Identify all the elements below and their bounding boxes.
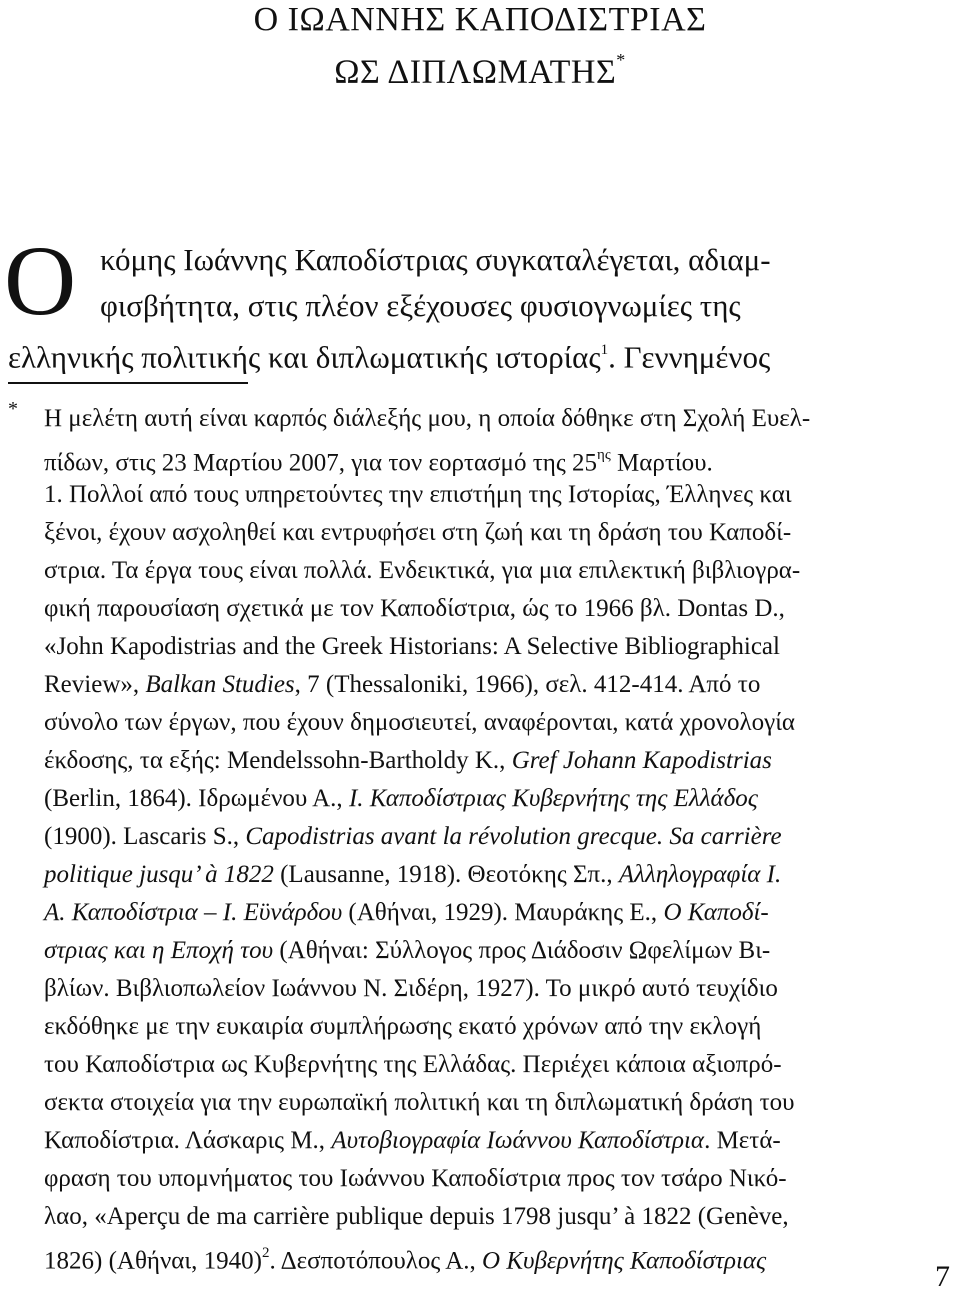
fn1-l21b: . Δεσποτόπουλος Α.,	[269, 1247, 483, 1275]
body-line-3	[8, 332, 770, 377]
footnote-1-line-7: σύνολο των έργων, που έχουν δημοσιευτεί, αναφέρονται, κατά χρονολογία	[44, 709, 796, 736]
footnote-1-line-10	[44, 820, 782, 854]
footnote-ref-1: 1	[600, 342, 609, 358]
fn1-l12-italic: Α. Καποδίστρια – Ι. Εϋνάρδου	[44, 899, 343, 926]
fn1-l12a: (Αθήναι, 1929). Μαυράκης Ε.,	[342, 899, 664, 926]
fn1-l8-italic: Gref Johann Kapodistrias	[511, 747, 772, 774]
fn1-l6-italic: Balkan Studies	[145, 671, 295, 698]
fn1-l13-italic: στριας και η Εποχή του	[44, 937, 274, 964]
fn1-l10-italic: Capodistrias avant la révolution grecque. Sa carrière	[245, 823, 782, 850]
footnote-1-line-6	[44, 668, 760, 702]
fn1-l10a: (1900). Lascaris S.,	[44, 823, 246, 850]
footnote-1-line-5: «John Kapodistrias and the Greek Historians: A Selective Bibliographical	[44, 633, 780, 660]
footnote-1-line-19: φραση του υπομνήματος του Ιωάννου Καποδίστρια προς τον τσάρο Νικό-	[44, 1165, 787, 1192]
fs-l2-sup: ης	[596, 447, 611, 463]
footnote-1-line-3: στρια. Τα έργα τους είναι πολλά. Ενδεικτικά, για μια επιλεκτική βιβλιογρα-	[44, 557, 801, 584]
footnote-1-line-2: ξένοι, έχουν ασχοληθεί και εντρυφήσει στη ζωή και τη δράση του Καποδί-	[44, 519, 792, 546]
fn1-l18b: . Μετά-	[704, 1127, 781, 1154]
title-line-2	[0, 44, 960, 92]
footnote-1-line-17: σεκτα στοιχεία για την ευρωπαϊκή πολιτική και τη διπλωματική δράση του	[44, 1089, 795, 1116]
footnote-separator	[8, 382, 248, 384]
footnote-1-line-8	[44, 744, 772, 778]
footnote-1-line-18	[44, 1124, 781, 1158]
page-number: 7	[935, 1260, 950, 1293]
footnote-1-line-12	[44, 896, 769, 930]
fn1-l18-italic: Αυτοβιογραφία Ιωάννου Καποδίστρια	[331, 1127, 705, 1154]
footnote-1-line-21	[44, 1238, 766, 1278]
fn1-l13a: (Αθήναι: Σύλλογος προς Διάδοσιν Ωφελίμων Βι-	[273, 937, 771, 964]
fn1-l21-italic: Ο Κυβερνήτης Καποδίστριας	[482, 1247, 767, 1275]
footnote-1-line-15: εκδόθηκε με την ευκαιρία συμπλήρωσης εκατό χρόνων από την εκλογή	[44, 1013, 762, 1040]
footnote-1-line-11	[44, 858, 781, 892]
fs-l2b: Μαρτίου.	[610, 449, 713, 477]
drop-cap: Ο	[4, 225, 77, 336]
footnote-1-line-20: λαο, «Aperçu de ma carrière publique depuis 1798 jusqu’ à 1822 (Genève,	[44, 1203, 789, 1230]
fn1-l9-italic: Ι. Καποδίστριας Κυβερνήτης της Ελλάδος	[348, 785, 758, 812]
fn1-l21-sup: 2	[261, 1245, 270, 1261]
fs-l2a: πίδων, στις 23 Μαρτίου 2007, για τον εορτασμό της 25	[44, 449, 597, 477]
footnote-1-line-9	[44, 782, 758, 816]
footnote-1-line-4: φική παρουσίαση σχετικά με τον Καποδίστρια, ώς το 1966 βλ. Dontas D.,	[44, 595, 785, 622]
body-line-2: φισβήτητα, στις πλέον εξέχουσες φυσιογνωμίες της	[100, 288, 741, 323]
fn1-l8a: έκδοσης, τα εξής: Mendelssohn-Bartholdy K.,	[44, 747, 512, 774]
fn1-l18a: Καποδίστρια. Λάσκαρις Μ.,	[44, 1127, 332, 1154]
fn1-l11-italic: politique jusqu’ à 1822	[44, 861, 274, 888]
title-line-1: Ο ΙΩΑΝΝΗΣ ΚΑΠΟΔΙΣΤΡΙΑΣ	[253, 1, 707, 38]
footnote-1-line-14: βλίων. Βιβλιοπωλείον Ιωάννου Ν. Σιδέρη, 1927). Το μικρό αυτό τευχίδιο	[44, 975, 778, 1002]
title-line-2-text: ΩΣ ΔΙΠΛΩΜΑΤΗΣ	[334, 53, 617, 91]
fn1-l12-italic-2: Ο Καποδί-	[663, 899, 769, 926]
fn1-l21a: 1826) (Αθήναι, 1940)	[44, 1247, 262, 1275]
fn1-l6a: Review»,	[44, 671, 146, 698]
fn1-l11a: (Lausanne, 1918). Θεοτόκης Σπ.,	[273, 861, 619, 888]
footnote-star-line-1: Η μελέτη αυτή είναι καρπός διάλεξής μου, η οποία δόθηκε στη Σχολή Ευελ-	[44, 405, 811, 432]
body-line-3a: ελληνικής πολιτικής και διπλωματικής ιστορίας	[8, 339, 601, 375]
fn1-l6b: , 7 (Thessaloniki, 1966), σελ. 412-414. Από το	[294, 671, 761, 698]
title-footnote-marker: *	[616, 50, 626, 70]
footnote-1-line-1: 1. Πολλοί από τους υπηρετούντες την επιστήμη της Ιστορίας, Έλληνες και	[44, 481, 792, 508]
body-line-3b: . Γεννημένος	[608, 339, 771, 375]
footnote-1-line-16: του Καποδίστρια ως Κυβερνήτης της Ελλάδας. Περιέχει κάποια αξιοπρό-	[44, 1051, 782, 1078]
fn1-l9a: (Berlin, 1864). Ιδρωμένου Α.,	[44, 785, 349, 812]
footnote-1-line-13	[44, 934, 770, 968]
body-line-1: κόμης Ιωάννης Καποδίστριας συγκαταλέγεται, αδιαμ-	[100, 242, 771, 277]
footnote-star-marker: *	[8, 398, 18, 420]
footnote-star-line-2	[44, 440, 713, 480]
fn1-l11-italic-2: Αλληλογραφία Ι.	[618, 861, 782, 888]
